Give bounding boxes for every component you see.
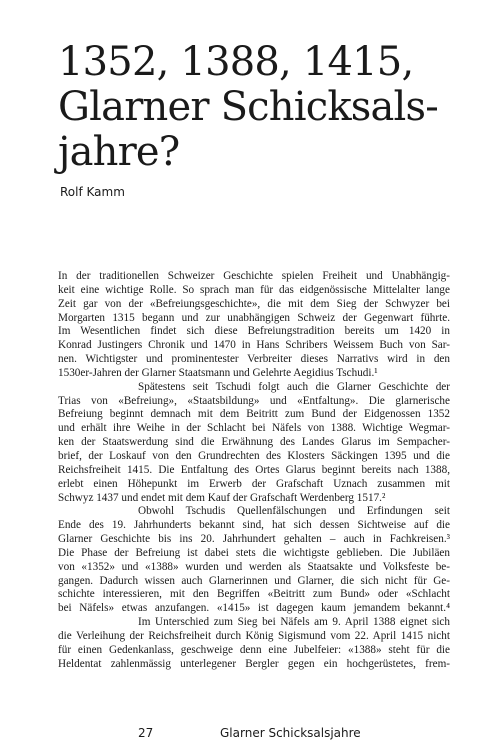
body-line: ken der Staatswerdung sind die Erwähnung des Landes Glarus im Sempacher-: [58, 436, 450, 449]
body-line: Morgarten 1315 begann und zur unabhängigen Schweiz der Gegenwart führte.: [58, 311, 450, 324]
body-line: keit eine wichtige Rolle. So sprach man für das eidgenössische Mittelalter lange: [58, 283, 450, 296]
body-line: Spätestens seit Tschudi folgt auch die Glarner Geschichte der: [138, 380, 450, 393]
body-line: Glarner Geschichte bis ins 20. Jahrhundert gehalten – auch in Fachkreisen.³: [58, 533, 450, 546]
body-line: Schwyz 1437 und endet mit dem Kauf der Grafschaft Werdenberg 1517.²: [58, 491, 386, 504]
chapter-title-line: jahre?: [58, 129, 180, 175]
body-line: Zeit gar von der «Befreiungsgeschichte», die mit dem Sieg der Schwyzer bei: [58, 297, 450, 310]
body-line: Im Wesentlichen findet sich diese Befreiungstradition bereits um 1420 in: [58, 325, 450, 338]
body-line: gangen. Dadurch wissen auch Glarnerinnen und Glarner, die sich nicht für Ge-: [58, 574, 450, 587]
body-line: In der traditionellen Schweizer Geschichte spielen Freiheit und Unabhängig-: [58, 270, 450, 282]
body-line: Trias von «Befreiung», «Staatsbildung» und «Entfaltung». Die glarnerische: [58, 394, 450, 407]
body-line: bei Näfels» etwas anzufangen. «1415» ist dagegen kaum jemandem bekannt.⁴: [58, 602, 450, 615]
body-line: Reichsfreiheit 1415. Die Entfaltung des Ortes Glarus beginnt bereits nach 1388,: [58, 463, 450, 476]
body-line: Heldentat zahlenmässig unterlegener Bergler gegen ein hochgerüstetes, frem-: [58, 657, 450, 670]
body-line: Befreiung beginnt demnach mit dem Beitritt zum Bund der Eidgenossen 1352: [58, 408, 450, 421]
body-line: Obwohl Tschudis Quellenfälschungen und Erfindungen seit: [138, 505, 450, 518]
chapter-title-line: 1352, 1388, 1415,: [58, 39, 414, 85]
page-number: 27: [138, 726, 154, 740]
body-line: Die Phase der Befreiung ist dabei stets die wichtigste geblieben. Die Jubiläen: [58, 546, 450, 559]
body-line: für einen Gedenkanlass, geschweige denn eine Jubelfeier: «1388» steht für die: [58, 643, 450, 656]
running-head: Glarner Schicksalsjahre: [220, 726, 361, 740]
body-text: [58, 270, 450, 671]
body-line: 1530er-Jahren der Glarner Staatsmann und Gelehrte Aegidius Tschudi.¹: [58, 366, 378, 379]
body-line: von «1352» und «1388» wurden und werden als Staatsakte und Volksfeste be-: [58, 560, 450, 573]
body-line: und erhält ihre Weihe in der Schlacht bei Näfels von 1388. Wichtige Wegmar-: [58, 422, 450, 435]
chapter-title-line: Glarner Schicksals-: [58, 84, 438, 130]
author-name: Rolf Kamm: [60, 185, 125, 199]
chapter-title: [58, 40, 478, 175]
body-line: schichte interessieren, mit den Begriffen «Beitritt zum Bund» oder «Schlacht: [58, 588, 450, 601]
body-line: brief, der Loskauf von den Grundrechten des Klosters Säckingen 1395 und die: [58, 449, 450, 462]
body-line: Im Unterschied zum Sieg bei Näfels am 9. April 1388 eignet sich: [138, 616, 450, 629]
body-line: nen. Wichtigster und prominentester Verbreiter dieses Narrativs wird in den: [58, 353, 450, 366]
body-line: Ende des 19. Jahrhunderts bekannt sind, hat sich dessen Sichtweise auf die: [58, 519, 450, 532]
body-line: erlebt einen Höhepunkt im Erwerb der Grafschaft Uznach zusammen mit: [58, 477, 450, 490]
body-line: Konrad Justingers Chronik und 1470 in Hans Schribers Weissem Buch von Sar-: [58, 339, 450, 352]
body-line: die Verleihung der Reichsfreiheit durch König Sigismund vom 22. April 1415 nicht: [58, 629, 450, 642]
